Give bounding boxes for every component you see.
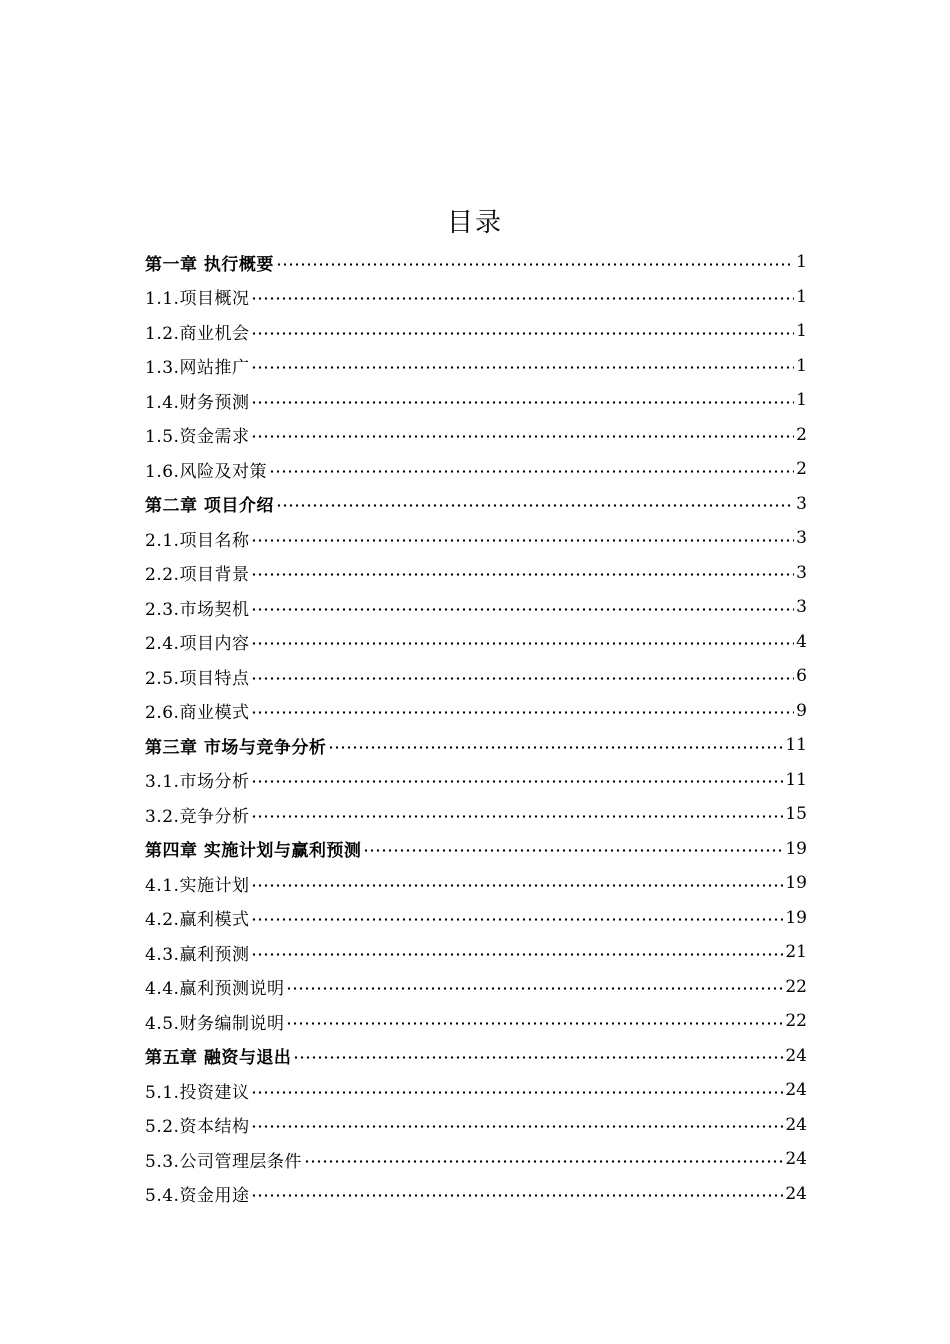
toc-dot-leader [363, 849, 783, 852]
toc-entry-label: 2.6.商业模式 [145, 703, 250, 724]
toc-entry-label: 1.4.财务预测 [145, 392, 250, 413]
toc-entry-label: 1.6.风险及对策 [145, 461, 267, 482]
toc-page-number: 19 [785, 907, 807, 928]
toc-dot-leader [251, 711, 794, 714]
toc-section-entry[interactable] [145, 625, 807, 660]
toc-section-entry[interactable] [145, 452, 807, 487]
toc-entry-label: 4.1.实施计划 [145, 875, 250, 896]
toc-dot-leader [276, 504, 794, 507]
toc-entry-label: 2.1.项目名称 [145, 530, 250, 551]
toc-page-number: 19 [785, 838, 807, 859]
toc-section-entry[interactable] [145, 383, 807, 418]
toc-page-number: 1 [796, 355, 807, 376]
toc-dot-leader [251, 815, 783, 818]
toc-page-number: 22 [785, 976, 807, 997]
toc-entry-label: 第四章 实施计划与赢利预测 [145, 841, 362, 862]
toc-page-number: 9 [796, 700, 807, 721]
toc-page-number: 3 [796, 528, 807, 549]
toc-entry-label: 5.3.公司管理层条件 [145, 1151, 302, 1172]
toc-dot-leader [251, 953, 783, 956]
toc-section-entry[interactable] [145, 418, 807, 453]
toc-page-number: 24 [785, 1080, 807, 1101]
toc-page-number: 24 [785, 1045, 807, 1066]
toc-entry-label: 1.3.网站推广 [145, 358, 250, 379]
toc-page-number: 22 [785, 1011, 807, 1032]
toc-entry-label: 3.1.市场分析 [145, 772, 250, 793]
toc-chapter-entry[interactable] [145, 1039, 807, 1074]
toc-dot-leader [286, 1022, 783, 1025]
toc-page-number: 15 [785, 804, 807, 825]
toc-page-number: 24 [785, 1114, 807, 1135]
toc-entry-label: 4.2.赢利模式 [145, 910, 250, 931]
toc-page-number: 6 [796, 666, 807, 687]
toc-entry-label: 2.3.市场契机 [145, 599, 250, 620]
toc-entry-label: 1.2.商业机会 [145, 323, 250, 344]
toc-chapter-entry[interactable] [145, 245, 807, 280]
toc-dot-leader [251, 366, 794, 369]
toc-title: 目录 [446, 208, 503, 238]
toc-section-entry[interactable] [145, 1073, 807, 1108]
toc-dot-leader [251, 780, 783, 783]
toc-dot-leader [251, 642, 794, 645]
toc-section-entry[interactable] [145, 349, 807, 384]
toc-dot-leader [251, 401, 794, 404]
toc-dot-leader [286, 987, 783, 990]
toc-section-entry[interactable] [145, 866, 807, 901]
toc-dot-leader [251, 539, 794, 542]
toc-entry-label: 第五章 融资与退出 [145, 1048, 292, 1069]
toc-entry-label: 1.5.资金需求 [145, 427, 250, 448]
toc-entry-label: 5.4.资金用途 [145, 1186, 250, 1207]
toc-page-number: 19 [785, 873, 807, 894]
toc-page-number: 1 [796, 252, 807, 273]
toc-dot-leader [251, 884, 783, 887]
toc-chapter-entry[interactable] [145, 487, 807, 522]
toc-section-entry[interactable] [145, 314, 807, 349]
toc-section-entry[interactable] [145, 935, 807, 970]
toc-entry-label: 2.2.项目背景 [145, 565, 250, 586]
toc-dot-leader [251, 1194, 783, 1197]
toc-page-number: 11 [785, 735, 807, 756]
toc-section-entry[interactable] [145, 797, 807, 832]
toc-dot-leader [269, 470, 794, 473]
toc-dot-leader [251, 1125, 783, 1128]
toc-dot-leader [251, 573, 794, 576]
toc-page-number: 11 [785, 769, 807, 790]
toc-dot-leader [293, 1056, 783, 1059]
toc-section-entry[interactable] [145, 1177, 807, 1212]
toc-page-number: 1 [796, 321, 807, 342]
toc-section-entry[interactable] [145, 590, 807, 625]
toc-chapter-entry[interactable] [145, 728, 807, 763]
toc-entry-label: 1.1.项目概况 [145, 289, 250, 310]
toc-entry-label: 第三章 市场与竞争分析 [145, 737, 327, 758]
toc-entry-label: 4.4.赢利预测说明 [145, 979, 285, 1000]
toc-section-entry[interactable] [145, 901, 807, 936]
toc-section-entry[interactable] [145, 1004, 807, 1039]
toc-entry-label: 第一章 执行概要 [145, 254, 274, 275]
table-of-contents [145, 245, 807, 1211]
toc-dot-leader [251, 435, 794, 438]
toc-entry-label: 2.5.项目特点 [145, 668, 250, 689]
toc-section-entry[interactable] [145, 280, 807, 315]
toc-entry-label: 4.5.财务编制说明 [145, 1013, 285, 1034]
toc-dot-leader [276, 263, 794, 266]
toc-entry-label: 2.4.项目内容 [145, 634, 250, 655]
toc-section-entry[interactable] [145, 521, 807, 556]
toc-section-entry[interactable] [145, 763, 807, 798]
toc-page-number: 24 [785, 1183, 807, 1204]
toc-entry-label: 第二章 项目介绍 [145, 496, 274, 517]
toc-section-entry[interactable] [145, 694, 807, 729]
toc-page-number: 24 [785, 1149, 807, 1170]
toc-dot-leader [251, 918, 783, 921]
toc-dot-leader [251, 332, 794, 335]
toc-dot-leader [251, 1091, 783, 1094]
toc-dot-leader [328, 746, 783, 749]
toc-page-number: 3 [796, 493, 807, 514]
toc-page-number: 21 [785, 942, 807, 963]
toc-entry-label: 3.2.竞争分析 [145, 806, 250, 827]
toc-entry-label: 5.2.资本结构 [145, 1117, 250, 1138]
toc-dot-leader [251, 677, 794, 680]
toc-section-entry[interactable] [145, 970, 807, 1005]
toc-dot-leader [251, 297, 794, 300]
toc-page-number: 3 [796, 562, 807, 583]
toc-entry-label: 4.3.赢利预测 [145, 944, 250, 965]
toc-page-number: 2 [796, 424, 807, 445]
toc-page-number: 2 [796, 459, 807, 480]
toc-page-number: 1 [796, 390, 807, 411]
toc-page-number: 4 [796, 631, 807, 652]
toc-section-entry[interactable] [145, 1108, 807, 1143]
toc-section-entry[interactable] [145, 659, 807, 694]
toc-page-number: 3 [796, 597, 807, 618]
toc-chapter-entry[interactable] [145, 832, 807, 867]
toc-entry-label: 5.1.投资建议 [145, 1082, 250, 1103]
toc-dot-leader [251, 608, 794, 611]
toc-dot-leader [304, 1160, 783, 1163]
toc-section-entry[interactable] [145, 1142, 807, 1177]
toc-page-number: 1 [796, 286, 807, 307]
toc-section-entry[interactable] [145, 556, 807, 591]
